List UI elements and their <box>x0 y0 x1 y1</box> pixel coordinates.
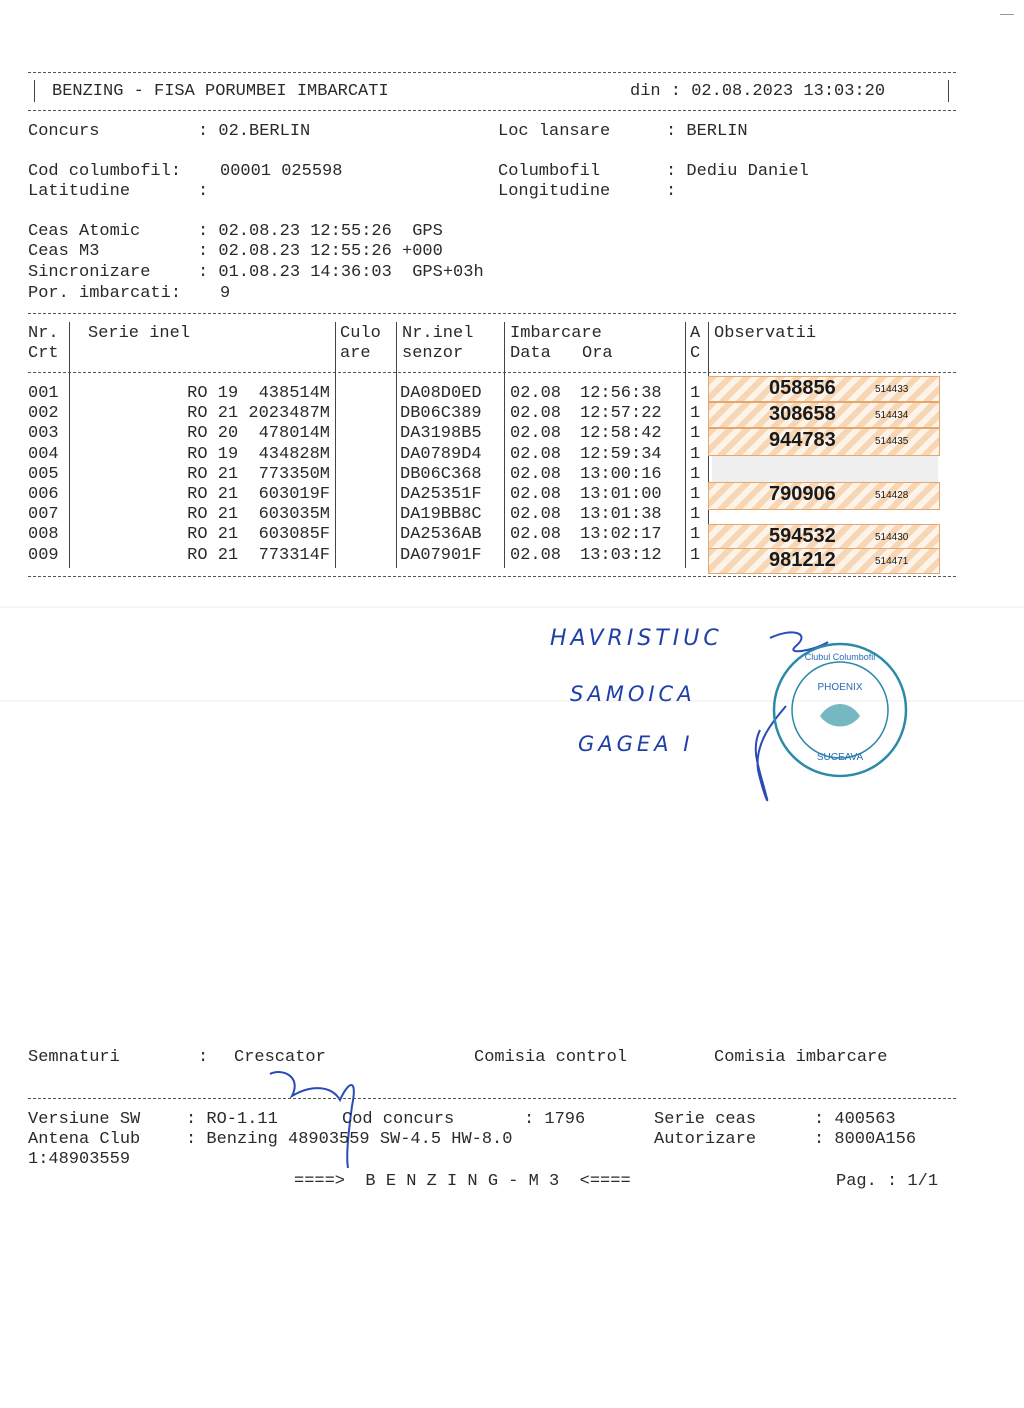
row-number: 008 <box>28 525 59 545</box>
latitudine-label: Latitudine <box>28 182 131 201</box>
embark-date: 02.08 <box>510 525 562 545</box>
ring-stamp <box>708 548 940 574</box>
latitudine-value: : <box>198 182 209 201</box>
antena-value: : Benzing 48903559 SW-4.5 HW-8.0 <box>186 1130 513 1149</box>
column-separator <box>504 322 505 568</box>
autorizare-label: Autorizare <box>654 1130 757 1149</box>
col-header-crt: Crt <box>28 344 59 363</box>
col-header-ora: Ora <box>582 344 613 363</box>
embark-date: 02.08 <box>510 464 562 484</box>
crescator-label: Crescator <box>234 1048 326 1067</box>
ring-series: RO 21 603035M <box>187 505 330 525</box>
comisia-control-label: Comisia control <box>474 1048 628 1067</box>
embark-time: 12:58:42 <box>580 424 662 444</box>
loc-lansare-value: : BERLIN <box>666 122 748 141</box>
row-number: 007 <box>28 505 59 525</box>
benzing-banner: ====> B E N Z I N G - M 3 <==== <box>294 1172 631 1191</box>
ac-flag: 1 <box>690 404 701 424</box>
stamp-number: 514433 <box>875 384 909 395</box>
embark-date: 02.08 <box>510 545 562 565</box>
embark-time: 12:57:22 <box>580 404 662 424</box>
ring-series: RO 21 773314F <box>187 545 330 565</box>
ac-flag: 1 <box>690 545 701 565</box>
document-title: BENZING - FISA PORUMBEI IMBARCATI <box>52 82 389 101</box>
loc-lansare-label: Loc lansare <box>498 122 611 141</box>
sincronizare-value: : 01.08.23 14:36:03 GPS+03h <box>198 263 484 282</box>
embark-time: 13:01:38 <box>580 505 662 525</box>
columbofil-label: Columbofil <box>498 162 601 181</box>
column-separator <box>396 322 397 568</box>
serie-ceas-value: : 400563 <box>814 1110 896 1129</box>
antena-label: Antena Club <box>28 1130 141 1149</box>
row-number: 003 <box>28 424 59 444</box>
ac-flag: 1 <box>690 424 701 444</box>
seal-bottom-text: SUCEAVA <box>816 752 864 763</box>
scan-artifact <box>0 606 1024 608</box>
row-number: 004 <box>28 444 59 464</box>
cod-columbofil-label: Cod columbofil: <box>28 162 182 181</box>
header-border <box>948 80 949 102</box>
signature-and-seal <box>720 620 920 820</box>
ceas-m3-value: : 02.08.23 12:55:26 +000 <box>198 242 443 261</box>
ring-series: RO 19 438514M <box>187 384 330 403</box>
ring-stamp <box>708 428 940 456</box>
longitudine-label: Longitudine <box>498 182 611 201</box>
row-number: 002 <box>28 404 59 424</box>
header-border <box>34 80 35 102</box>
bird-emblem-icon <box>820 704 860 727</box>
porumbei-imbarcati-label: Por. imbarcati: <box>28 284 182 303</box>
embark-time: 13:02:17 <box>580 525 662 545</box>
page-number: Pag. : 1/1 <box>836 1172 939 1191</box>
document-date: din : 02.08.2023 13:03:20 <box>630 82 886 101</box>
sincronizare-label: Sincronizare <box>28 263 151 282</box>
embark-time: 13:03:12 <box>580 545 662 565</box>
stamp-number: 514434 <box>875 410 909 421</box>
ceas-m3-label: Ceas M3 <box>28 242 100 261</box>
handwritten-name: GAGEA I <box>578 732 694 756</box>
cod-concurs-value: : 1796 <box>524 1110 586 1129</box>
ceas-atomic-value: : 02.08.23 12:55:26 GPS <box>198 222 443 241</box>
handwritten-name: HAVRISTIUC <box>550 626 723 651</box>
stamp-number: 514471 <box>875 556 909 567</box>
columbofil-value: : Dediu Daniel <box>666 162 809 181</box>
semnaturi-label: Semnaturi <box>28 1048 120 1067</box>
col-header-a: A <box>690 324 701 343</box>
autorizare-value: : 8000A156 <box>814 1130 917 1149</box>
stamp-code: 981212 <box>769 549 836 571</box>
longitudine-value: : <box>666 182 677 201</box>
scan-artifact <box>1000 14 1014 15</box>
col-header-nr: Nr. <box>28 324 59 343</box>
col-header-imbarcare: Imbarcare <box>510 324 602 343</box>
stamp-code: 944783 <box>769 429 836 451</box>
seal-top-text: Clubul Columbofil <box>804 652 876 662</box>
concurs-value: : 02.BERLIN <box>198 122 311 141</box>
ac-flag: 1 <box>690 525 701 545</box>
divider <box>28 372 956 373</box>
ac-flag: 1 <box>690 505 701 525</box>
serie-ceas-label: Serie ceas <box>654 1110 757 1129</box>
ring-stamp <box>708 402 940 428</box>
row-number: 006 <box>28 484 59 504</box>
row-number: 005 <box>28 464 59 484</box>
ac-flag: 1 <box>690 444 701 464</box>
comisia-imbarcare-label: Comisia imbarcare <box>714 1048 888 1067</box>
versiune-label: Versiune SW <box>28 1110 141 1129</box>
ring-sensor: DA0789D4 <box>400 444 482 464</box>
col-header-nr-inel: Nr.inel <box>402 324 474 343</box>
cod-concurs-label: Cod concurs <box>342 1110 455 1129</box>
handwritten-name: SAMOICA <box>570 682 696 706</box>
seal-middle-text: PHOENIX <box>817 682 863 693</box>
concurs-label: Concurs <box>28 122 100 141</box>
embark-date: 02.08 <box>510 404 562 424</box>
porumbei-imbarcati-value: 9 <box>220 284 231 303</box>
ring-series: RO 21 603019F <box>187 484 330 504</box>
ring-series: RO 21 2023487M <box>187 404 330 424</box>
ring-sensor: DA07901F <box>400 545 482 565</box>
ring-stamp <box>708 524 940 550</box>
divider <box>28 313 956 314</box>
ac-flag: 1 <box>690 464 701 484</box>
ring-sensor: DA25351F <box>400 484 482 504</box>
smudge <box>712 456 938 482</box>
embark-time: 13:00:16 <box>580 464 662 484</box>
ring-sensor: DA19BB8C <box>400 505 482 525</box>
embark-date: 02.08 <box>510 384 562 403</box>
ac-flag: 1 <box>690 384 701 403</box>
ring-sensor: DB06C368 <box>400 464 482 484</box>
row-number: 001 <box>28 384 59 403</box>
divider <box>28 72 956 73</box>
ring-stamp <box>708 376 940 402</box>
embark-time: 12:59:34 <box>580 444 662 464</box>
stamp-code: 790906 <box>769 483 836 505</box>
col-header-c: C <box>690 344 701 363</box>
ring-sensor: DA2536AB <box>400 525 482 545</box>
versiune-value: : RO-1.11 <box>186 1110 278 1129</box>
embark-date: 02.08 <box>510 484 562 504</box>
col-header-data: Data <box>510 344 551 363</box>
embark-date: 02.08 <box>510 505 562 525</box>
divider <box>28 110 956 111</box>
col-header-observatii: Observatii <box>714 324 817 343</box>
ring-series: RO 21 603085F <box>187 525 330 545</box>
col-header-culoare-2: are <box>340 344 371 363</box>
stamp-number: 514430 <box>875 532 909 543</box>
stamp-code: 308658 <box>769 403 836 425</box>
stamp-number: 514428 <box>875 490 909 501</box>
ac-flag: 1 <box>690 484 701 504</box>
embark-time: 12:56:38 <box>580 384 662 403</box>
embark-time: 13:01:00 <box>580 484 662 504</box>
ceas-atomic-label: Ceas Atomic <box>28 222 141 241</box>
ring-sensor: DA08D0ED <box>400 384 482 403</box>
embark-date: 02.08 <box>510 424 562 444</box>
divider <box>28 576 956 577</box>
club-id: 1:48903559 <box>28 1150 131 1169</box>
ring-stamp <box>708 482 940 510</box>
ring-series: RO 21 773350M <box>187 464 330 484</box>
ring-sensor: DA3198B5 <box>400 424 482 444</box>
cod-columbofil-value: 00001 025598 <box>220 162 343 181</box>
column-separator <box>685 322 686 568</box>
col-header-senzor: senzor <box>402 344 464 363</box>
stamp-code: 058856 <box>769 377 836 399</box>
row-number: 009 <box>28 545 59 565</box>
stamp-number: 514435 <box>875 436 909 447</box>
embark-date: 02.08 <box>510 444 562 464</box>
col-header-serie: Serie inel <box>88 324 191 343</box>
column-separator <box>335 322 336 568</box>
ring-series: RO 20 478014M <box>187 424 330 444</box>
col-header-culoare: Culo <box>340 324 381 343</box>
semnaturi-colon: : <box>198 1048 209 1067</box>
ring-series: RO 19 434828M <box>187 444 330 464</box>
divider <box>28 1098 956 1099</box>
stamp-code: 594532 <box>769 525 836 547</box>
ring-sensor: DB06C389 <box>400 404 482 424</box>
